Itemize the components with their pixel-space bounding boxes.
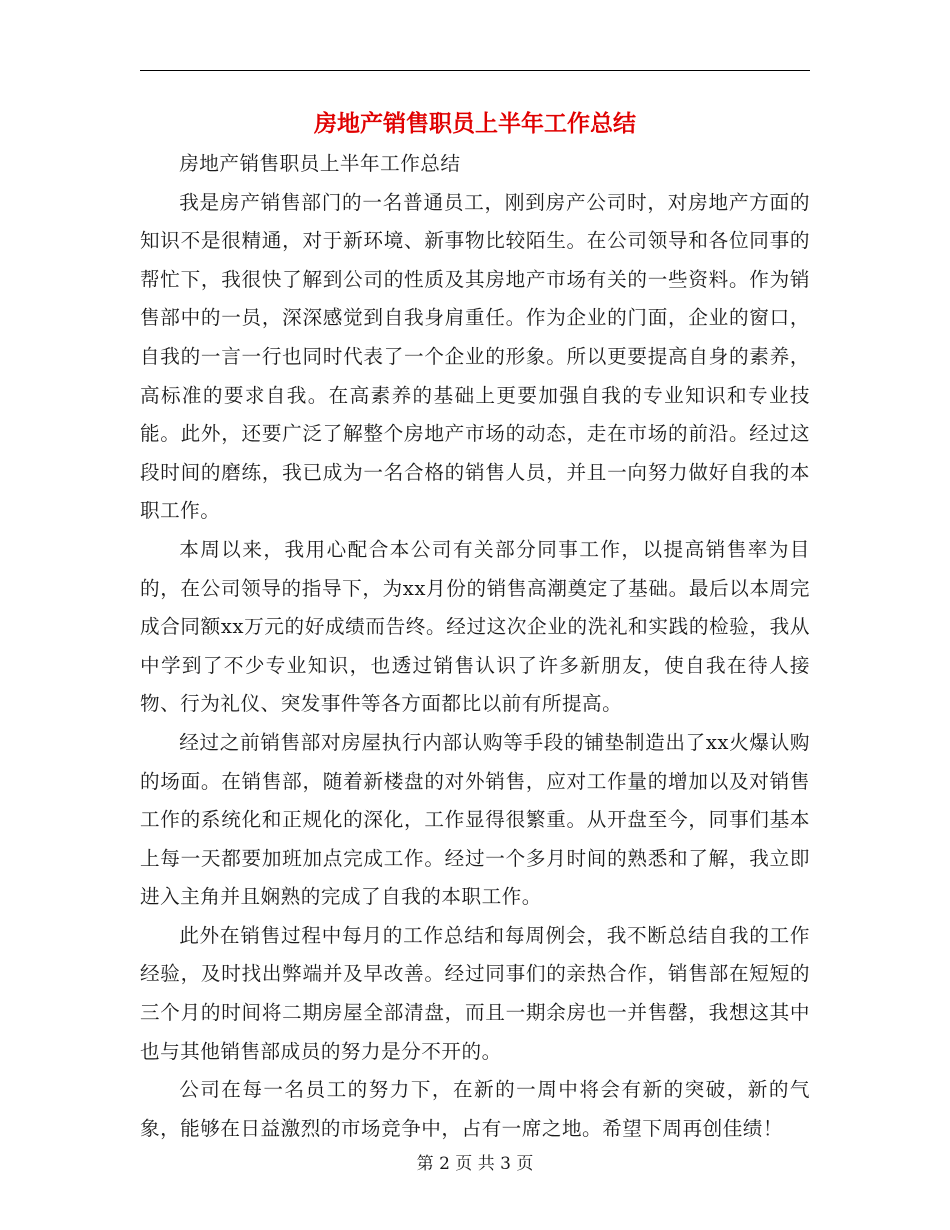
document-body [140, 145, 810, 1148]
body-paragraph: 经过之前销售部对房屋执行内部认购等手段的铺垫制造出了xx火爆认购的场面。在销售部，随着新楼盘的对外销售，应对工作量的增加以及对销售工作的系统化和正规化的深化，工作显得很繁重。从开盘至今，同事们基本上每一天都要加班加点完成工作。经过一个多月时间的熟悉和了解，我立即进入主角并且娴熟的完成了自我的本职工作。 [140, 730, 810, 909]
document-title: 房地产销售职员上半年工作总结 [314, 111, 636, 137]
body-paragraph: 公司在每一名员工的努力下，在新的一周中将会有新的突破，新的气象，能够在日益激烈的市场竞争中，占有一席之地。希望下周再创佳绩！ [140, 1078, 810, 1140]
body-paragraph: 我是房产销售部门的一名普通员工，刚到房产公司时，对房地产方面的知识不是很精通，对于新环境、新事物比较陌生。在公司领导和各位同事的帮忙下，我很快了解到公司的性质及其房地产市场有关的一些资料。作为销售部中的一员，深深感觉到自我身肩重任。作为企业的门面，企业的窗口，自我的一言一行也同时代表了一个企业的形象。所以更要提高自身的素养，高标准的要求自我。在高素养的基础上更要加强自我的专业知识和专业技能。此外，还要广泛了解整个房地产市场的动态，走在市场的前沿。经过这段时间的磨练，我已成为一名合格的销售人员，并且一向努力做好自我的本职工作。 [140, 190, 810, 523]
body-paragraph: 本周以来，我用心配合本公司有关部分同事工作，以提高销售率为目的，在公司领导的指导下，为xx月份的销售高潮奠定了基础。最后以本周完成合同额xx万元的好成绩而告终。经过这次企业的洗礼和实践的检验，我从中学到了不少专业知识，也透过销售认识了许多新朋友，使自我在待人接物、行为礼仪、突发事件等各方面都比以前有所提高。 [140, 537, 810, 716]
body-paragraph: 此外在销售过程中每月的工作总结和每周例会，我不断总结自我的工作经验，及时找出弊端并及早改善。经过同事们的亲热合作，销售部在短短的三个月的时间将二期房屋全部清盘，而且一期余房也一并售罄，我想这其中也与其他销售部成员的努力是分不开的。 [140, 923, 810, 1063]
body-paragraph: 房地产销售职员上半年工作总结 [179, 152, 461, 175]
page-number-footer: 第 2 页 共 3 页 [416, 1154, 534, 1174]
header-rule [140, 70, 810, 71]
